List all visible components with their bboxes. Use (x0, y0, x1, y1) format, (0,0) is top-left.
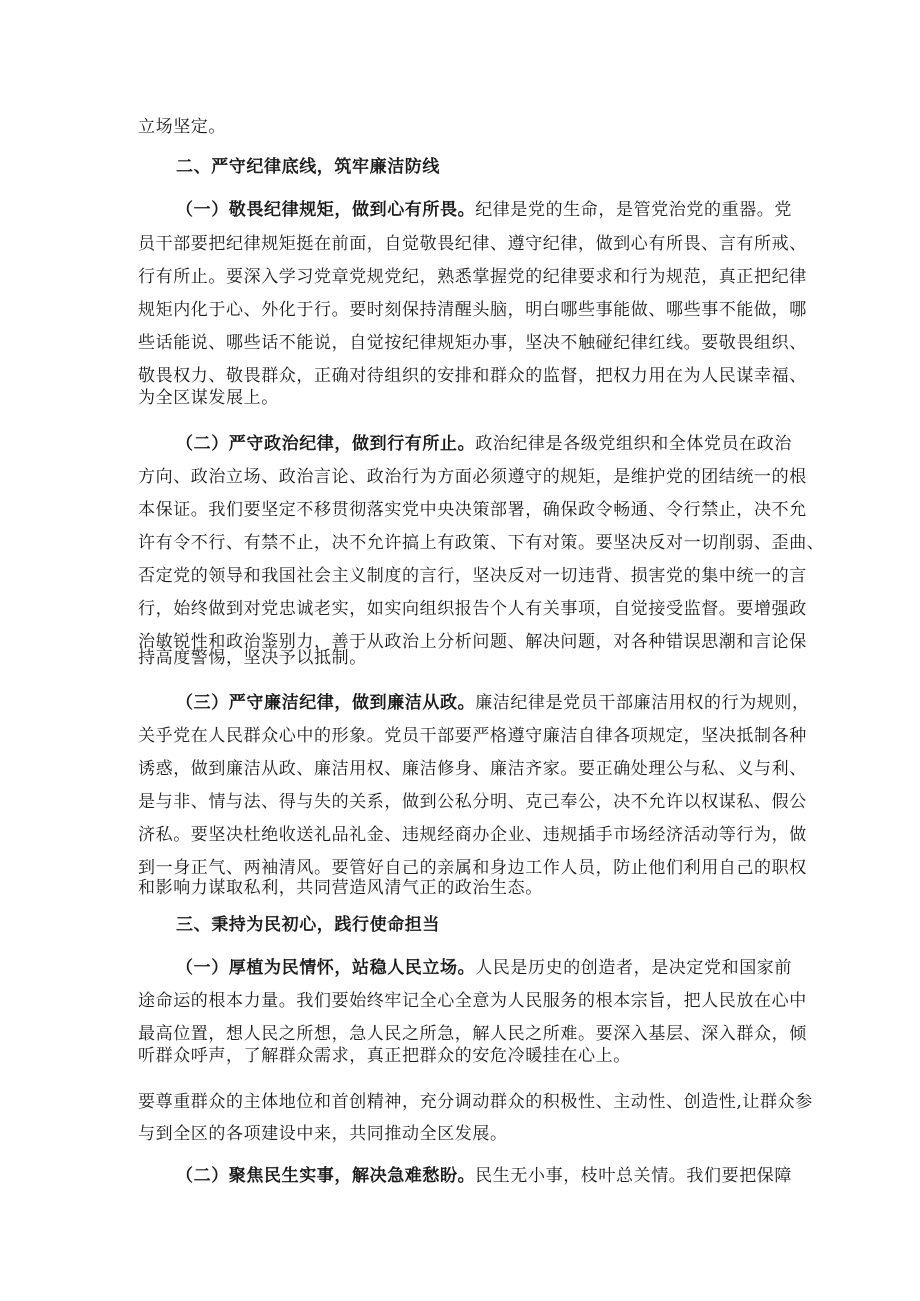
section-heading-3: 三、秉持为民初心，践行使命担当 (176, 915, 440, 935)
subsection-title: （一）敬畏纪律规矩，做到心有所畏。 (176, 200, 476, 220)
paragraph-line: 立场坚定。 (138, 117, 226, 137)
subsection-2-2-first-line: （二）严守政治纪律，做到行有所止。政治纪律是各级党组织和全体党员在政治 (176, 434, 793, 454)
paragraph-line: 为全区谋发展上。 (138, 388, 279, 408)
paragraph-line: 和影响力谋取私利，共同营造风清气正的政治生态。 (138, 878, 543, 898)
paragraph-line: 关乎党在人民群众心中的形象。党员干部要严格遵守廉洁自律各项规定，坚决抵制各种 (138, 726, 807, 746)
paragraph-line: 许有令不行、有禁不止，决不允许搞上有政策、下有对策。要坚决反对一切削弱、歪曲、 (138, 533, 825, 553)
subsection-2-1-first-line: （一）敬畏纪律规矩，做到心有所畏。纪律是党的生命，是管党治党的重器。党 (176, 200, 793, 220)
subsection-2-3-first-line: （三）严守廉洁纪律，做到廉洁从政。廉洁纪律是党员干部廉洁用权的行为规则， (176, 693, 810, 713)
paragraph-line: 最高位置，想人民之所想，急人民之所急，解人民之所难。要深入基层、深入群众，倾 (138, 1024, 807, 1044)
paragraph-line: 员干部要把纪律规矩挺在前面，自觉敬畏纪律、遵守纪律，做到心有所畏、言有所戒、 (138, 234, 807, 254)
section-heading-2: 二、严守纪律底线，筑牢廉洁防线 (176, 157, 440, 177)
paragraph-line: 本保证。我们要坚定不移贯彻落实党中央决策部署，确保政令畅通、令行禁止，决不允 (138, 500, 807, 520)
paragraph-line: 诱惑，做到廉洁从政、廉洁用权、廉洁修身、廉洁齐家。要正确处理公与私、义与利、 (138, 759, 807, 779)
paragraph-line: 要尊重群众的主体地位和首创精神，充分调动群众的积极性、主动性、创造性,让群众参 (138, 1092, 813, 1112)
paragraph-line: 持高度警惕，坚决予以抵制。 (138, 648, 367, 668)
paragraph-line: 敬畏权力、敬畏群众，正确对待组织的安排和群众的监督，把权力用在为人民谋幸福、 (138, 366, 807, 386)
paragraph-line: 途命运的根本力量。我们要始终牢记全心全意为人民服务的根本宗旨，把人民放在心中 (138, 991, 807, 1011)
subsection-title: （二）严守政治纪律，做到行有所止。 (176, 434, 476, 454)
subsection-3-1-first-line: （一）厚植为民情怀，站稳人民立场。人民是历史的创造者，是决定党和国家前 (176, 958, 793, 978)
paragraph-line: 济私。要坚决杜绝收送礼品礼金、违规经商办企业、违规插手市场经济活动等行为，做 (138, 825, 807, 845)
paragraph-line: 治敏锐性和政治鉴别力，善于从政治上分析问题、解决问题，对各种错误思潮和言论保 (138, 632, 807, 652)
subsection-title: （二）聚焦民生实事，解决急难愁盼。 (176, 1166, 476, 1186)
subsection-title: （三）严守廉洁纪律，做到廉洁从政。 (176, 693, 476, 713)
paragraph-line: 规矩内化于心、外化于行。要时刻保持清醒头脑，明白哪些事能做、哪些事不能做，哪 (138, 300, 807, 320)
paragraph-line: 是与非、情与法、得与失的关系，做到公私分明、克己奉公，决不允许以权谋私、假公 (138, 792, 807, 812)
paragraph-line: 与到全区的各项建设中来，共同推动全区发展。 (138, 1124, 508, 1144)
paragraph-line: 否定党的领导和我国社会主义制度的言行，坚决反对一切违背、损害党的集中统一的言 (138, 566, 807, 586)
paragraph-line: 行，始终做到对党忠诚老实，如实向组织报告个人有关事项，自觉接受监督。要增强政 (138, 599, 807, 619)
paragraph-line: 到一身正气、两袖清风。要管好自己的亲属和身边工作人员，防止他们利用自己的职权 (138, 858, 807, 878)
subsection-title: （一）厚植为民情怀，站稳人民立场。 (176, 958, 476, 978)
subsection-3-2-first-line: （二）聚焦民生实事，解决急难愁盼。民生无小事，枝叶总关情。我们要把保障 (176, 1166, 793, 1186)
paragraph-line: 方向、政治立场、政治言论、政治行为方面必须遵守的规矩，是维护党的团结统一的根 (138, 467, 807, 487)
paragraph-line: 行有所止。要深入学习党章党规党纪，熟悉掌握党的纪律要求和行为规范，真正把纪律 (138, 267, 807, 287)
paragraph-line: 听群众呼声，了解群众需求，真正把群众的安危冷暖挂在心上。 (138, 1046, 631, 1066)
paragraph-line: 些话能说、哪些话不能说，自觉按纪律规矩办事，坚决不触碰纪律红线。要敬畏组织、 (138, 333, 807, 353)
